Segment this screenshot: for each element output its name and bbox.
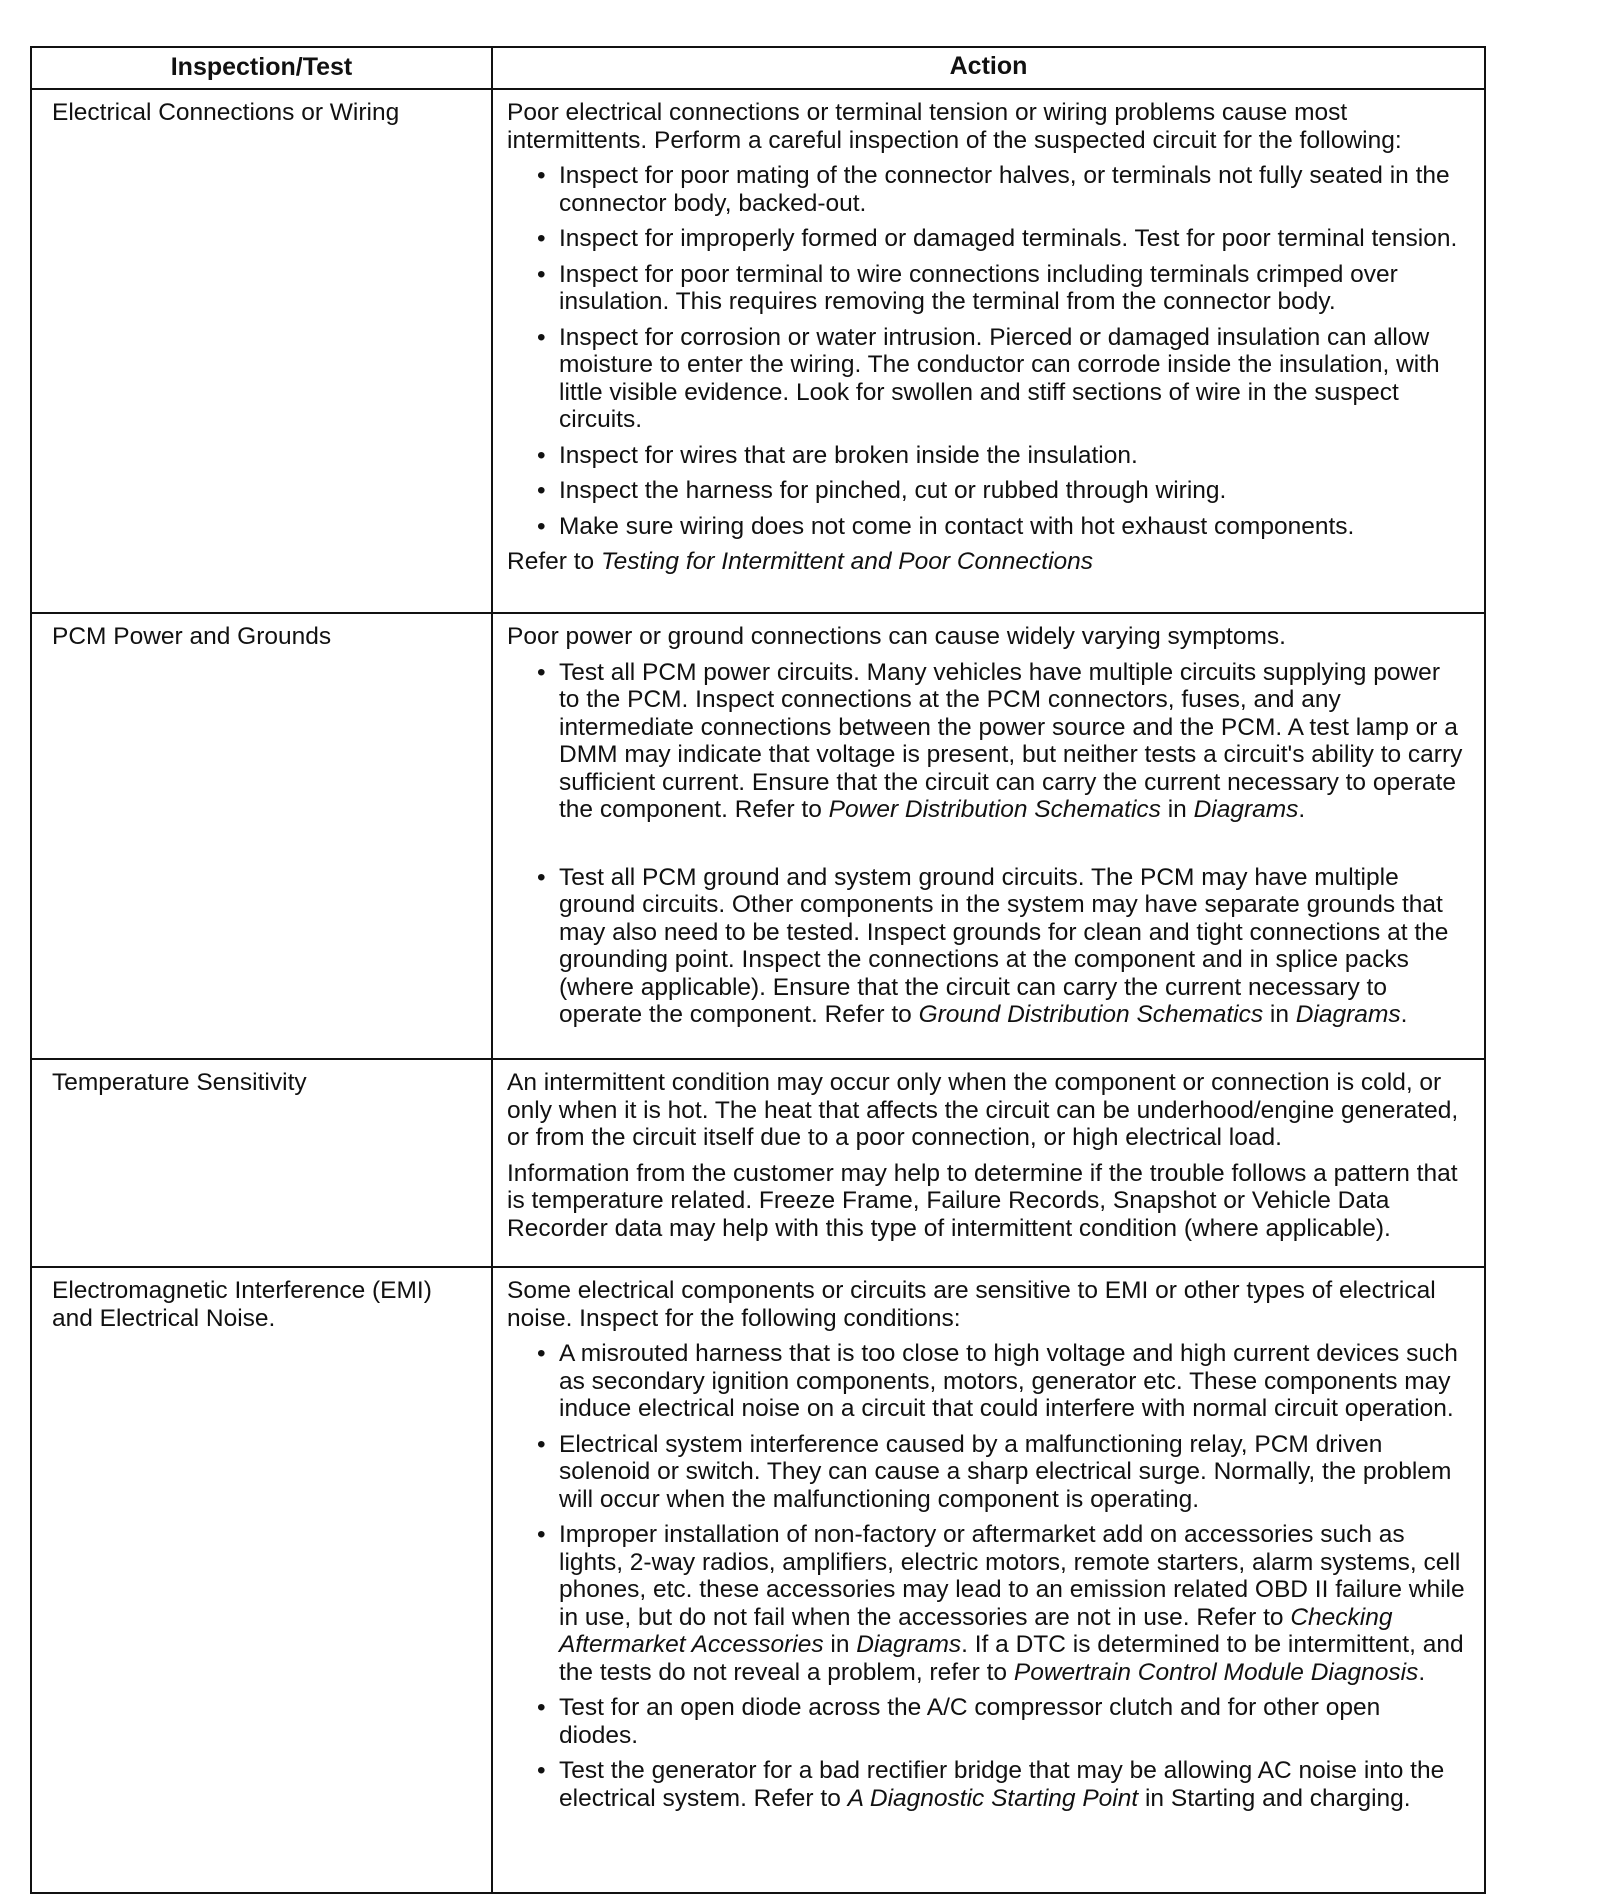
bullet-glyph: • (537, 225, 546, 252)
list-item-text: Test for an open diode across the A/C compressor clutch and for other open diodes. (559, 1694, 1381, 1749)
inspection-table (30, 46, 1486, 1894)
ref-end: . (1298, 796, 1306, 823)
row-action (493, 90, 1484, 612)
bullet-glyph: • (537, 1340, 546, 1367)
row-test-label: Electromagnetic Interference (EMI) and Electrical Noise. (32, 1268, 493, 1892)
ref-end: . (1418, 1658, 1426, 1686)
row-action (493, 1060, 1484, 1266)
list-item (537, 1431, 1466, 1514)
list-item-text: Inspect for improperly formed or damaged terminals. Test for poor terminal tension. (559, 225, 1458, 252)
row-test-label: Electrical Connections or Wiring (32, 90, 493, 612)
list-item (537, 442, 1466, 470)
ref-end: . (1400, 1001, 1408, 1028)
list-item-text: Test all PCM power circuits. Many vehicles have multiple circuits supplying power to the PCM. Inspect connections at the PCM connectors, fuses, and any intermediate connections between the power source and the PCM. A test lamp or a DMM may indicate that voltage is present, but neither tests a circuit's ability to carry sufficient current. Ensure that the circuit can carry the current necessary to operate the component. Refer to (559, 658, 1463, 823)
list-item-text: Make sure wiring does not come in contact with hot exhaust components. (559, 512, 1355, 540)
list-item-text: Inspect for wires that are broken inside the insulation. (559, 441, 1138, 469)
row-test-label: PCM Power and Grounds (32, 614, 493, 1058)
ref-prefix: Refer to (507, 548, 601, 575)
bullet-glyph: • (537, 1430, 546, 1458)
bullet-list (507, 1340, 1466, 1812)
bullet-glyph: • (537, 1757, 546, 1784)
list-item-text-continued: . If a DTC is determined to be intermittent, and the tests do not reveal a problem, refer to (559, 1631, 1464, 1686)
bullet-glyph: • (537, 658, 546, 686)
list-item-text: Test all PCM ground and system ground circuits. The PCM may have multiple ground circuits. Other components in the system may have separate grounds that may also need to be tested. Inspect grounds for clean and tight connections at the grounding point. Inspect the connections at the component and in splice packs (where applicable). Ensure that the circuit can carry the current necessary to operate the component. Refer to (559, 863, 1449, 1028)
table-row (32, 1266, 1484, 1892)
action-paragraph: Information from the customer may help to determine if the trouble follows a pattern that is temperature related. Freeze Frame, Failure Records, Snapshot or Vehicle Data Recorder data may help with this type of intermittent condition (where applicable). (507, 1159, 1458, 1242)
list-item (537, 324, 1466, 434)
table-row (32, 88, 1484, 612)
bullet-glyph: • (537, 477, 546, 504)
list-item-text: Inspect for poor mating of the connector halves, or terminals not fully seated in the connector body, backed-out. (559, 162, 1450, 217)
list-item (537, 1694, 1466, 1749)
action-intro: Some electrical components or circuits are sensitive to EMI or other types of electrical noise. Inspect for the following conditions: (507, 1277, 1436, 1332)
bullet-glyph: • (537, 1694, 546, 1721)
list-item (537, 513, 1466, 541)
ref-connector: in (1138, 1784, 1171, 1812)
bullet-list (507, 659, 1466, 1029)
ref-title: Checking Aftermarket Accessories (559, 1603, 1393, 1658)
bullet-glyph: • (537, 441, 546, 469)
ref-title-2: Powertrain Control Module Diagnosis (1013, 1658, 1419, 1686)
list-item (537, 659, 1466, 824)
ref-title: Power Distribution Schematics (828, 796, 1161, 823)
list-item (537, 1340, 1466, 1423)
list-item (537, 261, 1466, 316)
bullet-glyph: • (537, 512, 546, 540)
list-item-text: Inspect the harness for pinched, cut or rubbed through wiring. (559, 477, 1227, 504)
table-row (32, 1058, 1484, 1266)
bullet-glyph: • (537, 162, 546, 189)
list-item-text: Electrical system interference caused by a malfunctioning relay, PCM driven solenoid or switch. They can cause a sharp electrical surge. Normally, the problem will occur when the malfunctioning component is operating. (559, 1430, 1452, 1513)
table-row (32, 612, 1484, 1058)
list-item (537, 1521, 1466, 1686)
action-intro: Poor power or ground connections can cause widely varying symptoms. (507, 623, 1286, 650)
list-item-text: Test the generator for a bad rectifier bridge that may be allowing AC noise into the electrical system. Refer to (559, 1757, 1445, 1812)
list-item (537, 864, 1466, 1029)
row-action (493, 614, 1484, 1058)
row-test-label: Temperature Sensitivity (32, 1060, 493, 1266)
bullet-glyph: • (537, 1521, 546, 1548)
list-item-text: A misrouted harness that is too close to high voltage and high current devices such as secondary ignition components, motors, generator etc. These components may induce electrical noise on a circuit that could interfere with normal circuit operation. (559, 1340, 1458, 1422)
list-item (537, 162, 1466, 217)
row-action (493, 1268, 1484, 1892)
bullet-glyph: • (537, 260, 546, 288)
action-paragraph: An intermittent condition may occur only when the component or connection is cold, or only when it is hot. The heat that affects the circuit can be underhood/engine generated, or from the circuit itself due to a poor connection, or high electrical load. (507, 1069, 1459, 1151)
list-item-text: Inspect for corrosion or water intrusion. Pierced or damaged insulation can allow moisture to enter the wiring. The conductor can corrode inside the insulation, with little visible evidence. Look for swollen and stiff sections of wire in the suspect circuits. (559, 323, 1440, 433)
ref-section: Diagrams (1193, 796, 1299, 823)
ref-title: Ground Distribution Schematics (918, 1001, 1264, 1028)
bullet-list (507, 162, 1466, 540)
list-item (537, 477, 1466, 505)
list-item (537, 225, 1466, 253)
table-header-row (32, 48, 1484, 88)
action-intro: Poor electrical connections or terminal tension or wiring problems cause most intermittents. Perform a careful inspection of the suspected circuit for the following: (507, 99, 1402, 154)
ref-connector: in (1160, 796, 1194, 823)
header-inspection-test: Inspection/Test (32, 48, 493, 88)
ref-section: Diagrams (1295, 1001, 1401, 1028)
list-item-text: Improper installation of non-factory or aftermarket add on accessories such as lights, 2-way radios, amplifiers, electric motors, remote starters, alarm systems, cell phones, etc. these accessories may lead to an emission related OBD II failure while in use, but do not fail when the accessories are not in use. Refer to (559, 1521, 1465, 1631)
ref-title: A Diagnostic Starting Point (847, 1784, 1139, 1812)
bullet-glyph: • (537, 863, 546, 891)
header-action: Action (949, 52, 1028, 80)
ref-title: Testing for Intermittent and Poor Connections (600, 548, 1094, 575)
ref-connector: in (823, 1631, 857, 1658)
ref-section: Diagrams (856, 1631, 962, 1658)
ref-section: Starting and charging. (1170, 1784, 1411, 1812)
reference-line (507, 548, 1466, 576)
bullet-glyph: • (537, 323, 546, 351)
ref-connector: in (1263, 1001, 1296, 1028)
list-item-text: Inspect for poor terminal to wire connections including terminals crimped over insulation. This requires removing the terminal from the connector body. (559, 260, 1398, 315)
list-item (537, 1757, 1466, 1812)
